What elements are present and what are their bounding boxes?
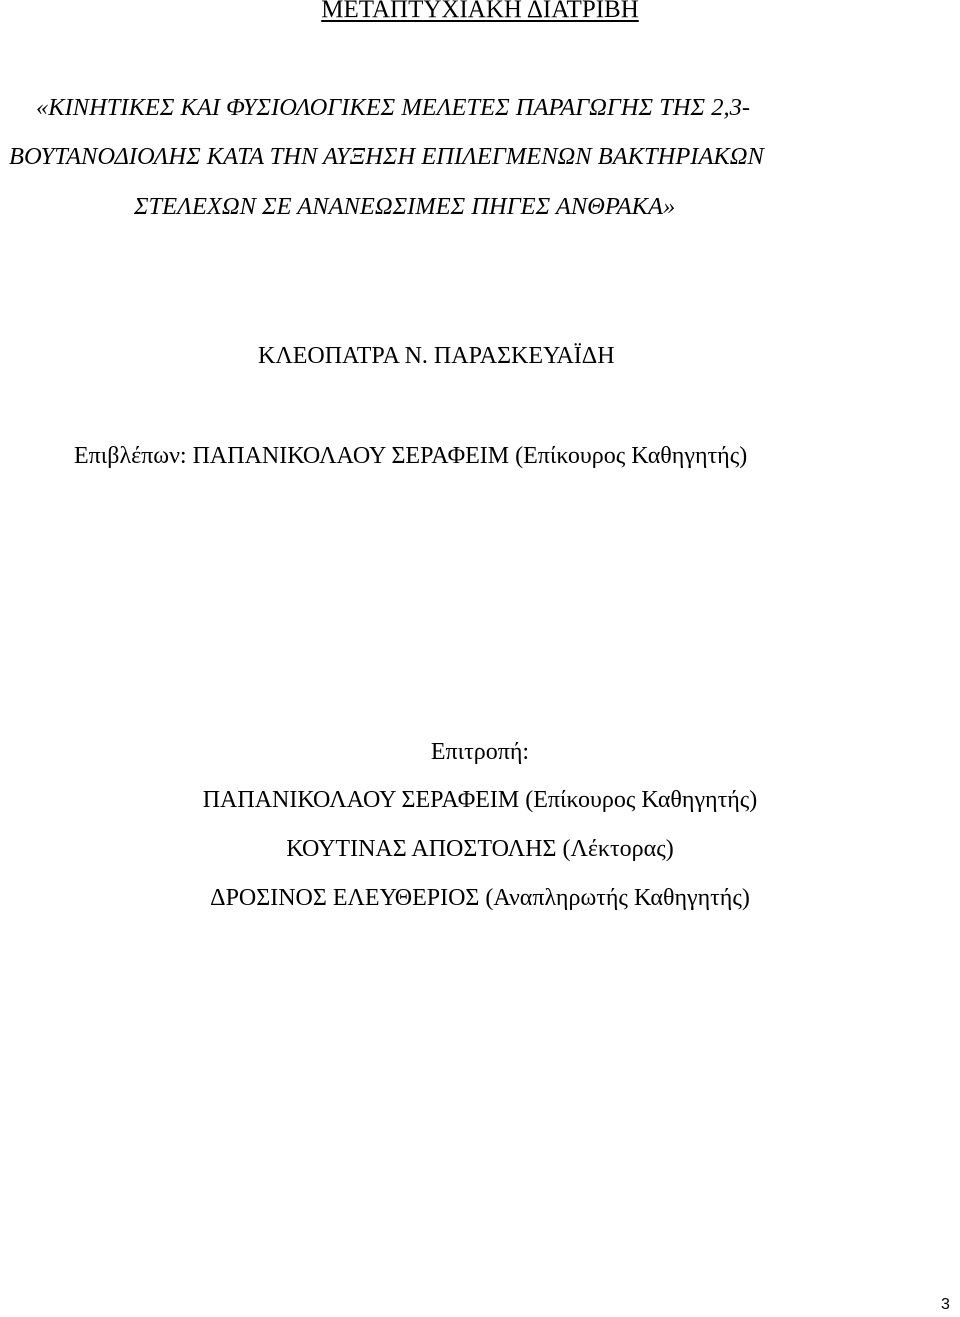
- committee-member: ΠΑΠΑΝΙΚΟΛΑΟΥ ΣΕΡΑΦΕΙΜ (Επίκουρος Καθηγητής): [202, 787, 758, 813]
- thesis-title-line-2: ΒΟΥΤΑΝΟΔΙΟΛΗΣ ΚΑΤΑ ΤΗΝ ΑΥΞΗΣΗ ΕΠΙΛΕΓΜΕΝΩΝ ΒΑΚΤΗΡΙΑΚΩΝ: [9, 143, 764, 170]
- thesis-title-line-1: «ΚΙΝΗΤΙΚΕΣ ΚΑΙ ΦΥΣΙΟΛΟΓΙΚΕΣ ΜΕΛΕΤΕΣ ΠΑΡΑΓΩΓΗΣ ΤΗΣ 2,3-: [36, 94, 750, 121]
- committee-member: ΚΟΥΤΙΝΑΣ ΑΠΟΣΤΟΛΗΣ (Λέκτορας): [286, 836, 674, 862]
- committee-heading: Επιτροπή:: [430, 739, 530, 765]
- author-name: ΚΛΕΟΠΑΤΡΑ Ν. ΠΑΡΑΣΚΕΥΑΪΔΗ: [258, 343, 615, 369]
- supervisor-line: Επιβλέπων: ΠΑΠΑΝΙΚΟΛΑΟΥ ΣΕΡΑΦΕΙΜ (Επίκουρος Καθηγητής): [74, 443, 748, 469]
- page-number: 3: [941, 1296, 950, 1313]
- committee-member: ΔΡΟΣΙΝΟΣ ΕΛΕΥΘΕΡΙΟΣ (Αναπληρωτής Καθηγητής): [210, 885, 750, 911]
- document-heading: ΜΕΤΑΠΤΥΧΙΑΚΗ ΔΙΑΤΡΙΒΗ: [321, 0, 639, 23]
- thesis-title-line-3: ΣΤΕΛΕΧΩΝ ΣΕ ΑΝΑΝΕΩΣΙΜΕΣ ΠΗΓΕΣ ΑΝΘΡΑΚΑ»: [134, 193, 676, 220]
